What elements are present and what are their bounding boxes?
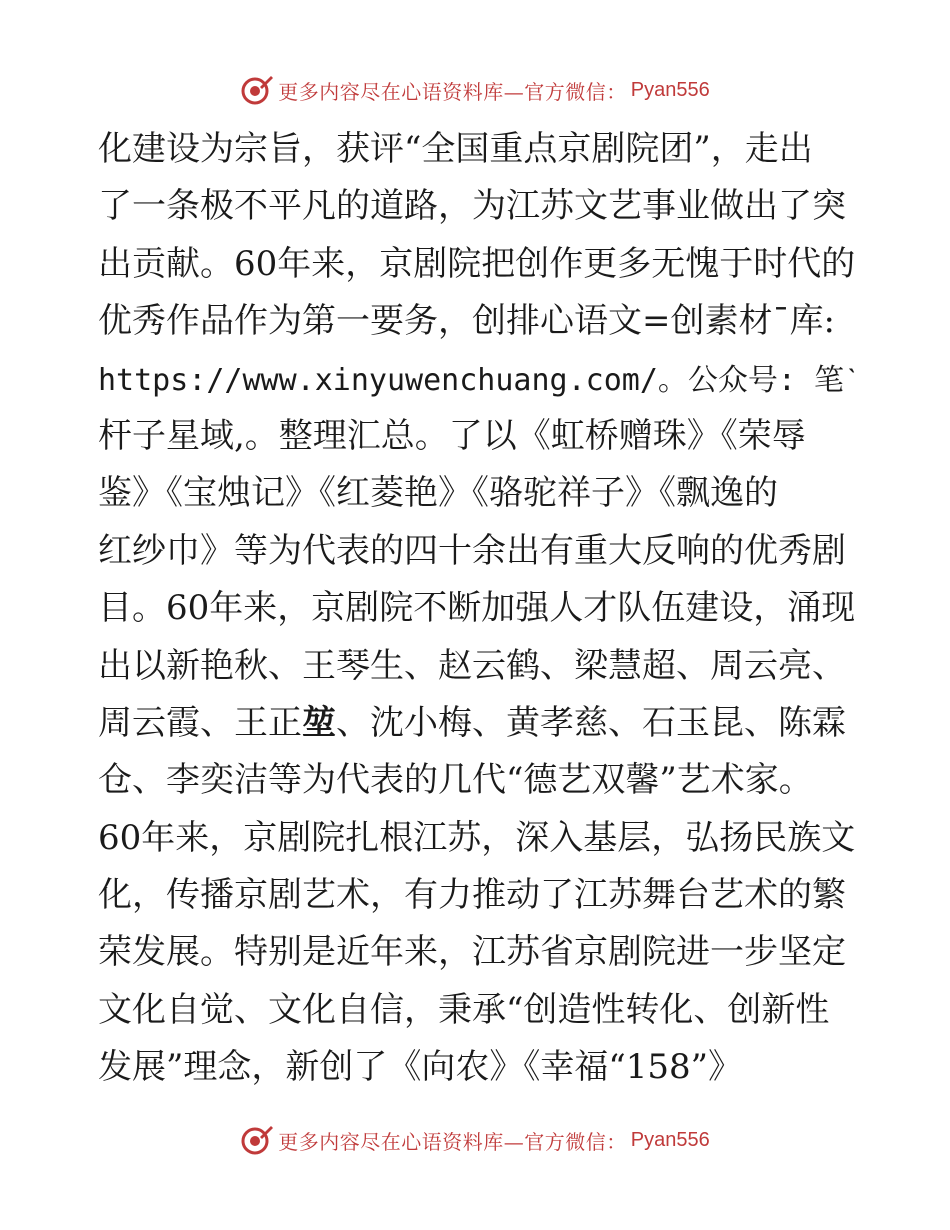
bold-character: 堃	[302, 702, 336, 743]
brush-logo-icon	[240, 1123, 274, 1157]
watermark-text: 更多内容尽在心语资料库—官方微信：	[278, 79, 627, 104]
brush-logo-icon	[240, 73, 274, 107]
text-line: 红纱巾》等为代表的四十余出有重大反响的优秀剧	[98, 530, 846, 571]
text-line: 文化自觉、文化自信，秉承“创造性转化、创新性	[98, 989, 830, 1030]
text-line: 了一条极不平凡的道路，为江苏文艺事业做出了突	[98, 186, 846, 227]
watermark-wechat-id: Pyan556	[630, 78, 710, 101]
text-line-url	[98, 351, 868, 408]
text-line: 化，传播京剧艺术，有力推动了江苏舞台艺术的繁	[98, 875, 846, 916]
watermark-wechat-id: Pyan556	[630, 1128, 710, 1151]
text-line: 发展”理念，新创了《向农》《幸福“158”》	[98, 1047, 743, 1088]
text-line: 60年来，京剧院扎根江苏，深入基层，弘扬民族文	[98, 817, 856, 858]
text-line: 鉴》《宝烛记》《红菱艳》《骆驼祥子》《飘逸的	[98, 473, 778, 514]
text-line: 优秀作品作为第一要务，创排心语文=创素材¯库:	[98, 301, 835, 342]
footer-watermark	[0, 1120, 950, 1160]
text-line: 出贡献。60年来，京剧院把创作更多无愧于时代的	[98, 243, 856, 284]
document-body	[98, 121, 868, 1097]
text-line: 化建设为宗旨，获评“全国重点京剧院团”，走出	[98, 129, 813, 169]
text-line: 目。60年来，京剧院不断加强人才队伍建设，涌现	[98, 588, 856, 629]
text-line: 出以新艳秋、王琴生、赵云鹤、梁慧超、周云亮、	[98, 645, 846, 686]
url-text: https://www.xinyuwenchuang.com/。公众号: 笔ˋ	[98, 362, 863, 398]
text-line: 杆子星域,。整理汇总。了以《虹桥赠珠》《荣辱	[98, 415, 806, 456]
text-line: 荣发展。特别是近年来，江苏省京剧院进一步坚定	[98, 932, 846, 973]
text-line: 仓、李奕洁等为代表的几代“德艺双馨”艺术家。	[98, 760, 813, 801]
text-line-composite	[98, 695, 868, 752]
header-watermark	[0, 70, 950, 110]
text-segment: 、沈小梅、黄孝慈、石玉昆、陈霖	[336, 702, 846, 743]
text-segment: 周云霞、王正	[98, 702, 302, 743]
watermark-text: 更多内容尽在心语资料库—官方微信：	[278, 1129, 627, 1154]
